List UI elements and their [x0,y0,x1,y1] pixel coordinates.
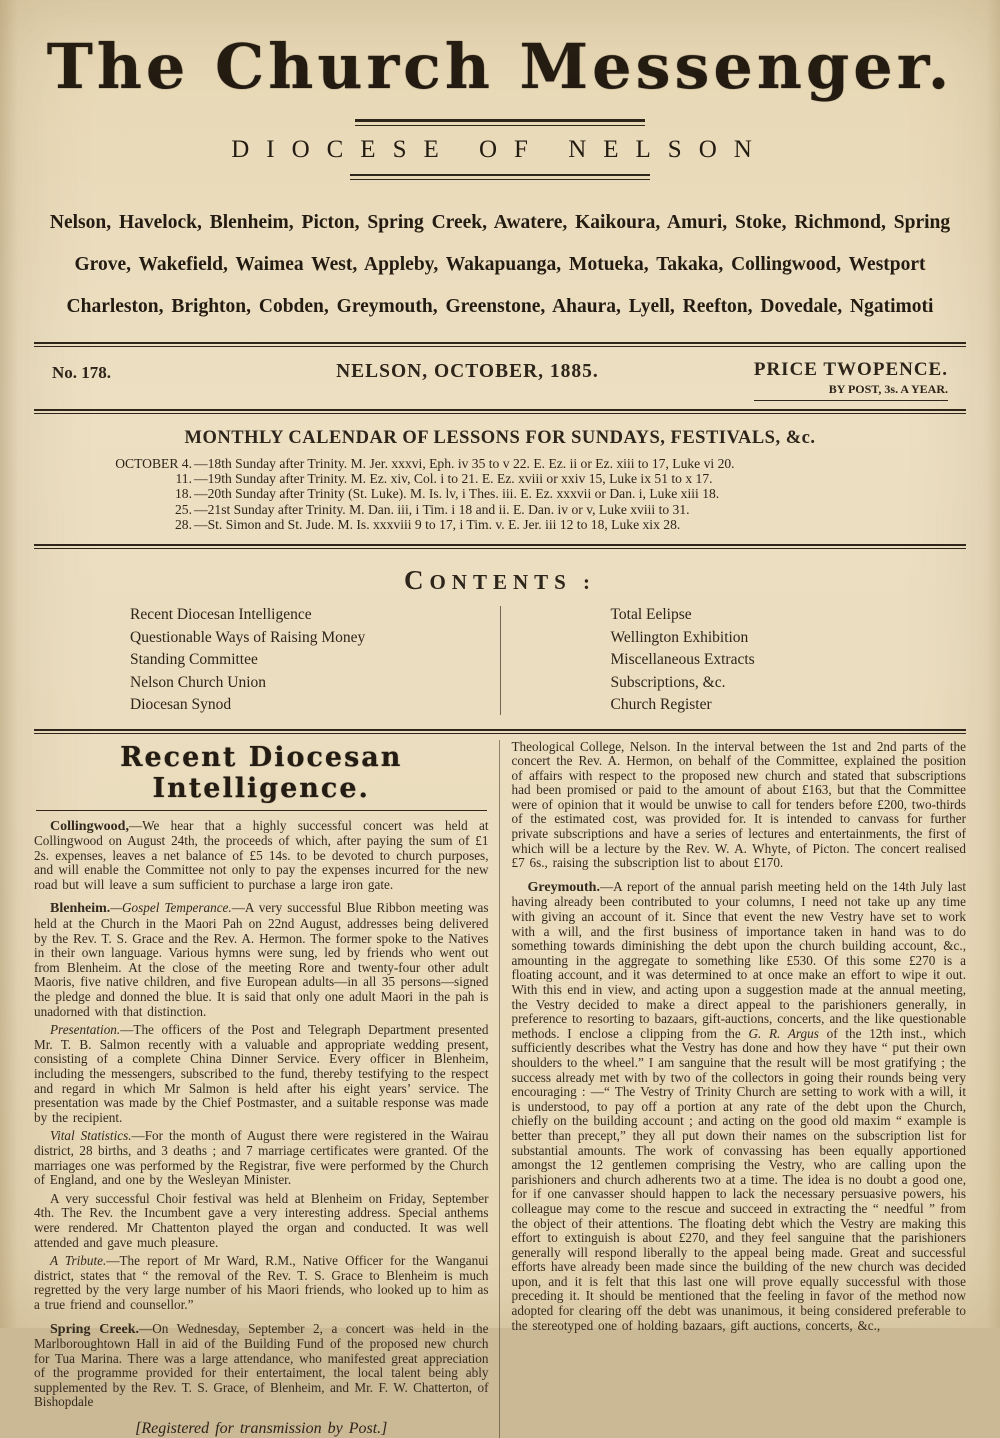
dateline [34,353,966,403]
article-paragraph [34,1322,489,1411]
paragraph-citation: G. R. Argus [748,1025,819,1041]
contents-item: Subscriptions, &c. [610,673,726,691]
price-block [754,359,948,401]
ornament-rule-bottom [350,174,650,180]
paragraph-lead: Collingwood, [50,818,129,834]
paragraph-subtitle: Presentation. [50,1022,121,1038]
calendar-lessons: —St. Simon and St. Jude. M. Is. xxxviii 9 to 17, i Tim. v. E. Jer. iii 12 to 18, Luke xix 28. [194,516,681,532]
paragraph-text: —A report of the annual parish meeting held on the 14th July last having already been contributed to your columns, I need not take up any time with giving an account of it. Since that event the new Vestry have set to work with a will, and the first business of importance taken in hand was to do something towards diminishing the debt upon the church building account, &c., amounting in the aggregate to something like £530. Of this some £270 is a floating account, and it was determined to at once make an effort to wipe it out. With this end in view, and acting upon a suggestion made at the annual meeting, the Vestry decided to make a direct appeal to the parishioners generally, in preference to resorting to bazaars, gift-auctions, concerts, and the like questionable methods. I enclose a clipping from the [511,878,966,1041]
paragraph-lead: Greymouth. [527,879,600,895]
paragraph-text: of the 12th inst., which sufficiently describes what the Vestry has done and how they have “ put their own shoulders to the wheel.” I am sanguine that the result will be most gratifying ; the success already met with by two of the collectors in going their rounds being very encouraging : —“ The Vestry of Trinity Church are setting to work with a will, it is understood, to pay off a portion at any rate of the debt upon the Church, chiefly on the building account ; and acting on the good old maxim “ example is better than precept,” they all put down their names on the subscription list for substantial amounts. The work of convassing has been equally apportioned amongst the 12 gentlemen comprising the Vestry, who are calling upon the parishioners and church adherents two at a time. The idea is no doubt a good one, for if one canvasser should happen to lack the necessary persuasive powers, his colleague may come to the rescue and succeed in extracting the “ needful ” from the object of their attentions. The floating debt which the Vestry are making this effort to extinguish is about £270, and they feel sanguine that the parishioners generally will respond liberally to the appeal being made. Great and successful efforts have already been made since the building of the new church was decided upon, and it is felt that this last one will prove equally successful with those preceding it. It should be mentioned that the feeling in favor of the method now adopted for clearing off the debt was unanimous, it being considered preferable to the stereotyped one of holding bazaars, gift auctions, concerts, &c., [511,1025,966,1333]
contents-item: Total Eelipse [610,606,692,624]
calendar-row [44,456,956,471]
paragraph-subtitle: —Gospel Temperance. [110,900,232,916]
calendar-row [44,471,956,486]
paragraph-subtitle: A Tribute. [50,1253,107,1269]
calendar-row [44,517,956,532]
article-columns [34,740,966,1438]
calendar-lessons: —21st Sunday after Trinity. M. Dan. iii, i Tim. i 18 and ii. E. Dan. iv or v, Luke xviii to 31. [194,501,690,517]
towns-line-1: Nelson, Havelock, Blenheim, Picton, Spring Creek, Awatere, Kaikoura, Amuri, Stoke, Richmond, Spring [49,212,951,233]
calendar-title: MONTHLY CALENDAR OF LESSONS FOR SUNDAYS, FESTIVALS, &c. [184,428,816,448]
calendar-lessons: —18th Sunday after Trinity. M. Jer. xxxvi, Eph. iv 35 to v 22. E. Ez. ii or Ez. xiii to 17, Luke vi 20. [194,456,735,471]
contents-left-column [34,604,500,717]
price: PRICE TWOPENCE. [753,359,948,380]
masthead [34,30,966,180]
contents-item: Questionable Ways of Raising Money [130,628,366,646]
contents-title: CONTENTS : [403,565,597,596]
paragraph-text: —A very successful Blue Ribbon meeting was held at the Church in the Maori Pah on 22nd August, addresses being delivered by the Rev. T. S. Grace and the Rev. A. Hermon. The former spoke to the Natives in their own language. Various hymns were sung, led by friends who went out from Blenheim. At the close of the meeting Rore and twenty-four other adult Maoris, five native children, and five European adults—in all 35 persons—signed the pledge and donned the blue. It is said that only one adult Maori in the pah is unadorned with that distinction. [34,900,489,1019]
left-column [34,740,499,1438]
article-paragraph [34,1192,489,1250]
contents-item: Standing Committee [130,651,258,669]
contents [34,555,966,723]
article-paragraph [512,740,967,871]
paragraph-lead: Blenheim. [50,901,111,917]
contents-item: Church Register [610,696,712,714]
article-paragraph [512,880,967,1333]
calendar-row [44,486,956,501]
paragraph-text: A very successful Choir festival was held at Blenheim on Friday, September 4th. The Rev. the Incumbent gave a very interesting address. Special anthems were rendered. Mr Chattenton played the organ and conducted. It was well attended and gave much pleasure. [34,1190,489,1250]
paragraph-text: —We hear that a highly successful concert was held at Collingwood on August 24th, the proceeds of which, after paying the sum of £1 2s. expenses, leaves a net balance of £5 14s. to be devoted to church purposes, and will enable the Committee not only to pay the expenses incurred for the new road but will leave a sum sufficient to purchase a large iron gate. [34,817,489,892]
right-column [500,740,967,1438]
towns-line-3: Charleston, Brighton, Cobden, Greymouth, Greenstone, Ahaura, Lyell, Reefton, Dovedale, Ngatimoti [66,296,934,317]
contents-right-column [501,604,967,717]
calendar-date: 18. [175,486,192,502]
issue-number: No. 178. [52,363,112,382]
divider-rule [34,342,966,347]
heading-rule [36,810,487,811]
ornament-rule-top [355,119,645,126]
article-paragraph [34,1254,489,1312]
divider-rule [34,409,966,414]
lessons-calendar [34,420,966,534]
divider-rule [34,544,966,549]
article-paragraph [34,1129,489,1187]
paragraph-text: —For the month of August there were registered in the Wairau district, 28 births, and 3 deaths ; and 7 marriage certificates were granted. Of the marriages one was performed by the Registrar, five were performed by the Church of England, and one by the Wesleyan Minister. [34,1128,489,1188]
calendar-date: 25. [175,501,192,517]
paragraph-text: —On Wednesday, September 2, a concert was held in the Marlboroughtown Hall in aid of the Building Fund of the proposed new church for Tua Marina. There was a large attendance, who manifested great appreciation of the programme provided for their entertaiment, the local talent being ably supplemented by the Rev. T. S. Grace, of Blenheim, and Mr. F. W. Chatterton, of Bishopdale [34,1320,489,1410]
contents-item: Diocesan Synod [130,696,232,714]
postal-price: BY POST, 3s. A YEAR. [754,382,948,401]
calendar-date: 28. [175,516,192,532]
article-paragraph [34,1023,489,1125]
contents-item: Wellington Exhibition [610,628,749,646]
registered-notice: [Registered for transmission by Post.] [135,1420,388,1438]
article-paragraph [34,901,489,1019]
calendar-row [44,502,956,517]
paragraph-text: —The officers of the Post and Telegraph Department presented Mr. T. B. Salmon recently with a valuable and appropriate wedding present, consisting of a complete China Dinner Service. Every officer in Blenheim, including the messengers, subscribed to the fund, thereby testifying to the respect and regard in which Mr Salmon is held after his eight years’ service. The presentation was made by the Chief Postmaster, and a suitable response was made by the recipient. [34,1022,489,1125]
contents-item: Miscellaneous Extracts [610,651,755,669]
calendar-date: OCTOBER 4. [115,456,192,471]
article-paragraph [34,819,489,893]
calendar-lessons: —20th Sunday after Trinity (St. Luke). M. Is. lv, i Thes. iii. E. Ez. xxxvii or Dan. i, Luke xiii 18. [194,486,720,502]
section-heading: Recent Diocesan Intelligence. [120,741,403,804]
paragraph-lead: Spring Creek. [50,1321,140,1337]
contents-item: Recent Diocesan Intelligence [130,606,312,624]
paragraph-text: Theological College, Nelson. In the interval between the 1st and 2nd parts of the concert the Rev. A. Hermon, on behalf of the Committee, explained the position of affairs with respect to the proposed new church and stated that subscriptions had been promised or paid to the amount of about £163, but that the Committee were of opinion that it would be unwise to call for tenders before £200, two-thirds of the estimated cost, was provided for. It is intended to canvass for further private subscriptions and have a series of lectures and entertainments, the first of which will be a lecture by the Rev. W. A. Whyte, of Picton. The concert realised £7 6s., raising the subscription list to about £170. [511,738,966,871]
calendar-lessons: —19th Sunday after Trinity. M. Ez. xiv, Col. i to 21. E. Ez. xviii or xxiv 15, Luke ix 51 to x 17. [194,471,713,487]
masthead-subtitle: DIOCESE OF NELSON [231,136,769,163]
towns-list [34,202,966,328]
paragraph-text: —The report of Mr Ward, R.M., Native Officer for the Wanganui district, states that “ the removal of the Rev. T. S. Grace to Blenheim is much regretted by the very large number of his Maori friends, who looked up to him as a true friend and counsellor.” [34,1253,489,1312]
divider-rule [34,729,966,734]
towns-line-2: Grove, Wakefield, Waimea West, Appleby, Wakapuanga, Motueka, Takaka, Collingwood, Westport [74,254,926,275]
place-date: NELSON, OCTOBER, 1885. [336,361,599,382]
paragraph-subtitle: Vital Statistics. [50,1128,132,1144]
masthead-title: The Church Messenger. [46,30,954,103]
calendar-date: 11. [175,471,192,487]
contents-item: Nelson Church Union [130,673,267,691]
